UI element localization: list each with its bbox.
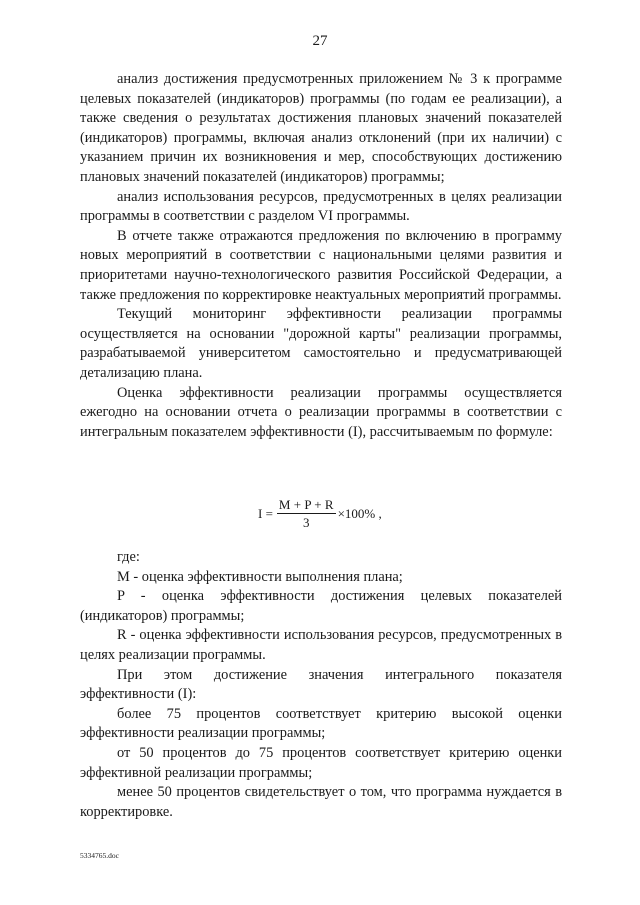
paragraph: В отчете также отражаются предложения по включению в программу новых мероприятий в соответствии с национальными целями развития и приоритетами научно-технологического развития Российской Федерации, а также предложения по корректировке неактуальных мероприятий программы. xyxy=(80,227,562,303)
paragraph: от 50 процентов до 75 процентов соответствует критерию оценки эффективной реализации программы; xyxy=(80,744,562,781)
document-filename: 5334765.doc xyxy=(80,851,119,860)
formula-denominator: 3 xyxy=(302,515,310,530)
paragraph: менее 50 процентов свидетельствует о том, что программа нуждается в корректировке. xyxy=(80,784,562,820)
paragraph: P - оценка эффективности достижения целевых показателей (индикаторов) программы; xyxy=(80,588,562,624)
paragraph: где: xyxy=(117,549,140,565)
paragraph: анализ использования ресурсов, предусмотренных в целях реализации программы в соответствии с разделом VI программы. xyxy=(80,188,562,225)
paragraph: Оценка эффективности реализации программы осуществляется ежегодно на основании отчета о реализации программы в соответствии с интегральным показателем эффективности (I), рассчитываемым по формуле: xyxy=(80,384,562,440)
page-number: 27 xyxy=(312,33,328,49)
document-body-top xyxy=(80,70,562,442)
formula-rhs: ×100% , xyxy=(337,505,382,521)
formula-numerator: M + P + R xyxy=(278,497,334,512)
paragraph: Текущий мониторинг эффективности реализации программы осуществляется на основании "дорожной карты" реализации программы, разрабатываемой университетом самостоятельно и предусматривающей детализацию плана. xyxy=(80,306,562,381)
formula-lhs: I = xyxy=(258,505,273,521)
document-body-bottom xyxy=(80,548,562,822)
paragraph: При этом достижение значения интегрального показателя эффективности (I): xyxy=(80,666,562,703)
efficiency-formula xyxy=(258,497,382,530)
paragraph: R - оценка эффективности использования ресурсов, предусмотренных в целях реализации программы. xyxy=(80,627,562,663)
paragraph: M - оценка эффективности выполнения плана; xyxy=(117,568,403,585)
paragraph: анализ достижения предусмотренных приложением № 3 к программе целевых показателей (индикаторов) программы (по годам ее реализации), а также сведения о результатах достижения плановых значений показателей (индикаторов) программы, включая анализ отклонений (при их наличии) с указанием причин их возникновения и мер, способствующих достижению плановых значений показателей (индикаторов) программы; xyxy=(80,71,562,185)
paragraph: более 75 процентов соответствует критерию высокой оценки эффективности реализации программы; xyxy=(80,705,562,742)
formula-fraction xyxy=(277,497,336,530)
